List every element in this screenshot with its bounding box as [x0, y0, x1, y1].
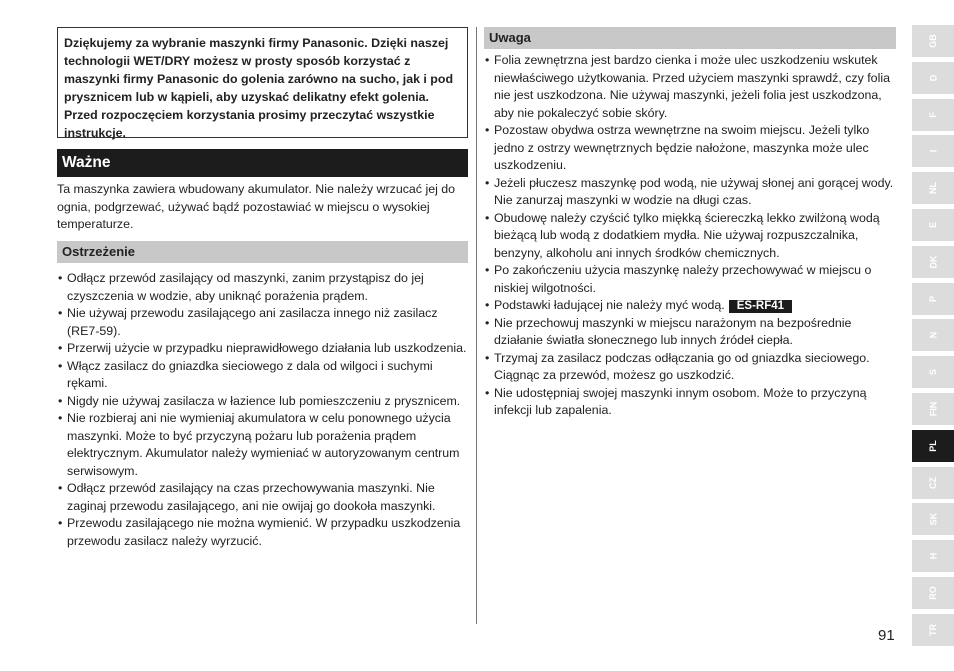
- list-item: [484, 297, 898, 315]
- page-number: 91: [878, 627, 895, 644]
- list-item: • Włącz zasilacz do gniazdka sieciowego z dala od wilgoci i suchymi rękami.: [57, 358, 470, 393]
- list-item: • Pozostaw obydwa ostrza wewnętrzne na swoim miejscu. Jeżeli tylko jedno z ostrzy wewnętrznych będzie nałożone, maszynka może ulec uszkodzeniu.: [484, 122, 898, 175]
- list-item: • Nie rozbieraj ani nie wymieniaj akumulatora w celu ponownego użycia maszynki. Może to być przyczyną pożaru lub porażenia prądem elektrycznym. Akumulator należy wymieniać w autoryzowanym centrum serwisowym.: [57, 410, 470, 480]
- lang-tab-gb[interactable]: GB: [912, 25, 954, 57]
- section-caution-heading: Uwaga: [484, 27, 896, 49]
- list-item: • Folia zewnętrzna jest bardzo cienka i może ulec uszkodzeniu wskutek niewłaściwego użytkowania. Przed użyciem maszynki sprawdź, czy folia nie jest uszkodzona. Nie używaj maszynki, jeżeli folia jest uszkodzona, aby nie pokaleczyć sobie skóry.: [484, 52, 898, 122]
- list-item: • Nie przechowuj maszynki w miejscu narażonym na bezpośrednie działanie światła słonecznego lub innych źródeł ciepła.: [484, 315, 898, 350]
- list-item: • Przewodu zasilającego nie można wymienić. W przypadku uszkodzenia przewodu zasilacz należy wyrzucić.: [57, 515, 470, 550]
- lang-tab-ro[interactable]: RO: [912, 577, 954, 609]
- column-divider: [476, 27, 477, 624]
- lang-tab-tr[interactable]: TR: [912, 614, 954, 646]
- lang-tab-sk[interactable]: SK: [912, 503, 954, 535]
- lang-tab-s[interactable]: S: [912, 356, 954, 388]
- lang-tab-e[interactable]: E: [912, 209, 954, 241]
- list-item: • Jeżeli płuczesz maszynkę pod wodą, nie używaj słonej ani gorącej wody. Nie zanurzaj maszynki w wodzie na długi czas.: [484, 175, 898, 210]
- intro-box: [57, 27, 468, 138]
- lang-tab-f[interactable]: F: [912, 99, 954, 131]
- lang-tab-d[interactable]: D: [912, 62, 954, 94]
- list-item-text: Podstawki ładującej nie należy myć wodą.: [494, 298, 725, 312]
- lang-tab-i[interactable]: I: [912, 135, 954, 167]
- lang-tab-fin[interactable]: FIN: [912, 393, 954, 425]
- intro-text: Dziękujemy za wybranie maszynki firmy Panasonic. Dzięki naszej technologii WET/DRY możesz w prosty sposób korzystać z maszynki firmy Panasonic do golenia zarówno na sucho, jak i pod prysznicem lub w kąpieli, aby uzyskać delikatny efekt golenia. Przed rozpoczęciem korzystania prosimy przeczytać wszystkie instrukcje.: [64, 36, 454, 140]
- list-item: • Przerwij użycie w przypadku nieprawidłowego działania lub uszkodzenia.: [57, 340, 470, 358]
- list-item: • Obudowę należy czyścić tylko miękką ściereczką lekko zwilżoną wodą bieżącą lub wodą z dodatkiem mydła. Nie używaj rozpuszczalnika, benzyny, alkoholu ani innych środków chemicznych.: [484, 210, 898, 263]
- lang-tab-nl[interactable]: NL: [912, 172, 954, 204]
- lang-tab-pl[interactable]: PL: [912, 430, 954, 462]
- caution-list: [484, 52, 898, 420]
- list-item: • Trzymaj za zasilacz podczas odłączania go od gniazdka sieciowego. Ciągnąc za przewód, możesz go uszkodzić.: [484, 350, 898, 385]
- list-item: • Odłącz przewód zasilający od maszynki, zanim przystąpisz do jej czyszczenia w wodzie, aby uniknąć porażenia prądem.: [57, 270, 470, 305]
- lang-tab-n[interactable]: N: [912, 319, 954, 351]
- lang-tab-cz[interactable]: CZ: [912, 467, 954, 499]
- lang-tab-dk[interactable]: DK: [912, 246, 954, 278]
- model-badge: ES-RF41: [729, 300, 792, 313]
- list-item: • Nie używaj przewodu zasilającego ani zasilacza innego niż zasilacz (RE7-59).: [57, 305, 470, 340]
- list-item: • Nie udostępniaj swojej maszynki innym osobom. Może to przyczyną infekcji lub zapalenia.: [484, 385, 898, 420]
- important-text: Ta maszynka zawiera wbudowany akumulator. Nie należy wrzucać jej do ognia, podgrzewać, używać bądź pozostawiać w miejscu o wysokiej temperaturze.: [57, 182, 456, 231]
- section-warning-heading: Ostrzeżenie: [57, 241, 468, 263]
- language-tabs: [912, 25, 954, 651]
- list-item: • Odłącz przewód zasilający na czas przechowywania maszynki. Nie zaginaj przewodu zasilającego, ani nie owijaj go dookoła maszynki.: [57, 480, 470, 515]
- lang-tab-h[interactable]: H: [912, 540, 954, 572]
- list-item: • Po zakończeniu użycia maszynkę należy przechowywać w miejscu o niskiej wilgotności.: [484, 262, 898, 297]
- list-item: • Nigdy nie używaj zasilacza w łazience lub pomieszczeniu z prysznicem.: [57, 393, 470, 411]
- warning-list: [57, 270, 470, 550]
- section-important-heading: Ważne: [57, 149, 468, 177]
- lang-tab-p[interactable]: P: [912, 283, 954, 315]
